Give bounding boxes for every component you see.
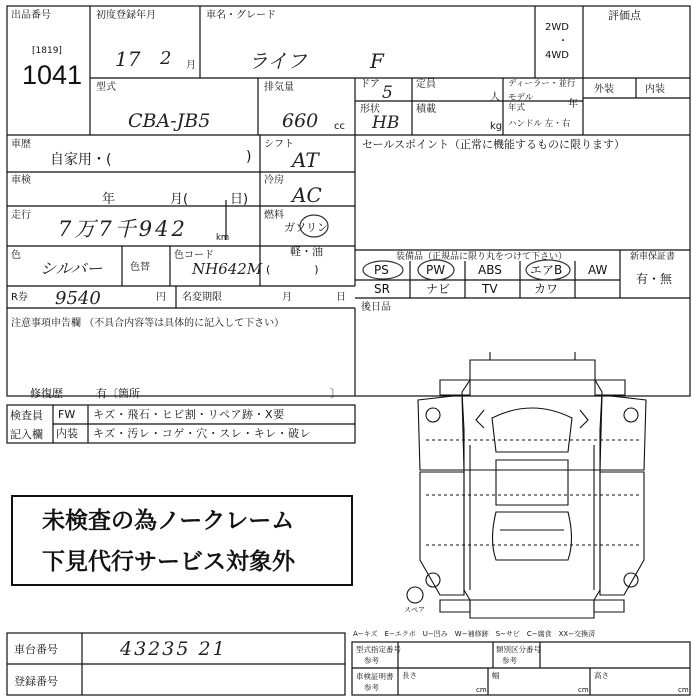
fuel-other: ( ) — [266, 263, 319, 276]
lot-number: 1041 — [22, 60, 83, 90]
cert-width-label: 幅 — [492, 671, 500, 680]
equip-navi: ナビ — [426, 282, 451, 296]
first-reg-month-unit: 月 — [186, 60, 196, 71]
car-name-value: ライフ — [248, 49, 307, 73]
rating-interior-label: 内装 — [645, 84, 665, 95]
equipment-label: 装備品（正規品に限り丸をつけて下さい） — [396, 252, 568, 262]
load-unit: kg — [490, 121, 503, 132]
reg-number-label: 登録番号 — [14, 675, 58, 688]
model-label: 型式 — [96, 82, 116, 93]
history-label: 車歴 — [11, 139, 31, 150]
r-ticket-value: 9540 — [55, 288, 101, 309]
equip-pw: PW — [426, 263, 446, 277]
sales-point-label: セールスポイント（正常に機能するものに限ります） — [362, 138, 626, 151]
name-change-day: 日 — [336, 292, 346, 303]
inspector-fw: FW — [58, 408, 76, 421]
repair-close: 〕 — [330, 387, 341, 400]
lot-label: 出品番号 — [11, 10, 51, 21]
capacity-label: 定員 — [416, 79, 436, 90]
chassis-label: 車台番号 — [14, 643, 58, 656]
equip-sr: SR — [374, 282, 390, 296]
r-ticket-unit: 円 — [156, 292, 166, 303]
repair-label: 修復歴 — [30, 387, 63, 400]
load-label: 積載 — [416, 104, 436, 115]
fuel-label: 燃料 — [264, 210, 284, 221]
cert-model-ref: 参考 — [364, 656, 379, 665]
first-reg-month: 2 — [160, 48, 172, 69]
cert-class-ref: 参考 — [502, 656, 517, 665]
color-label: 色 — [11, 250, 21, 261]
cert-length-label: 長さ — [402, 671, 417, 680]
rating-exterior-label: 外装 — [594, 84, 614, 95]
first-reg-year: 17 — [115, 47, 141, 71]
inspector-label-2: 記入欄 — [10, 428, 43, 441]
notice-line-1: 未検査の為ノークレーム — [42, 508, 295, 534]
inspector-interior: 内装 — [56, 427, 78, 440]
shift-value: AT — [292, 148, 319, 172]
warranty-value: 有・無 — [636, 272, 673, 286]
history-value: 自家用・( — [50, 152, 112, 168]
inspector-interior-text: キズ・汚レ・コゲ・穴・スレ・キレ・破レ — [93, 427, 312, 440]
model-year-label-1: モデル — [508, 93, 534, 103]
cert-model-label: 型式指定番号 — [356, 645, 401, 654]
history-close: ) — [246, 149, 252, 165]
name-change-month: 月 — [282, 292, 292, 303]
inspection-year: 年 — [102, 192, 116, 207]
color-code-value: NH642M — [192, 260, 263, 278]
model-year-label-2: 年式 — [508, 103, 526, 113]
cert-height-unit: cm — [678, 686, 689, 694]
equip-tv: TV — [482, 282, 498, 296]
inspection-label: 車検 — [11, 175, 31, 186]
mileage-unit: km — [216, 233, 230, 243]
color-change-label: 色替 — [130, 262, 150, 273]
body-type-value: HB — [372, 113, 400, 133]
doors-label: ドア — [360, 79, 380, 90]
later-date-label: 後日品 — [361, 302, 391, 313]
r-ticket-label: R券 — [11, 292, 28, 303]
inspector-fw-text: キズ・飛石・ヒビ割・リペア跡・X要 — [93, 408, 285, 421]
color-value: シルバー — [40, 259, 103, 278]
repair-value: 有〔箇所 — [96, 387, 140, 400]
cert-width-unit: cm — [578, 686, 589, 694]
doors-value: 5 — [382, 83, 393, 103]
inspection-day: 日) — [230, 192, 249, 207]
model-value: CBA-JB5 — [128, 110, 211, 132]
color-code-label: 色コード — [174, 250, 214, 261]
cert-inspection-ref: 参考 — [364, 683, 379, 692]
displacement-unit: cc — [334, 121, 345, 132]
equip-leather: カワ — [534, 282, 559, 296]
equip-abs: ABS — [478, 263, 502, 277]
model-year-unit: 年 — [568, 99, 578, 110]
spare-label: スペア — [404, 606, 425, 614]
body-type-label: 形状 — [360, 104, 380, 115]
rating-label: 評価点 — [608, 9, 641, 22]
damage-legend: A−キズ E−エクボ U−凹み W−補修跡 S−サビ C−腐食 XX−交換済 — [353, 630, 596, 638]
dealer-label: ディーラー・並行 — [508, 79, 576, 89]
aircon-value: AC — [292, 183, 322, 207]
displacement-label: 排気量 — [264, 82, 294, 93]
name-change-label: 名変期限 — [182, 292, 222, 303]
equip-aw: AW — [588, 263, 608, 277]
aircon-label: 冷房 — [264, 175, 284, 186]
lot-code: [1819] — [32, 46, 62, 56]
equip-ps: PS — [374, 263, 389, 277]
notes-label: 注意事項申告欄 （不具合内容等は具体的に記入して下さい） — [11, 318, 285, 329]
notice-line-2: 下見代行サービス対象外 — [42, 549, 295, 575]
handle-label: ハンドル 左・右 — [508, 119, 571, 129]
cert-class-label: 類別区分番号 — [496, 645, 541, 654]
shift-label: シフト — [264, 139, 294, 150]
capacity-unit: 人 — [490, 92, 500, 103]
mileage-label: 走行 — [11, 210, 31, 221]
fuel-gasoline: ガソリン — [284, 221, 328, 234]
car-grade-value: F — [370, 49, 384, 73]
fuel-diesel: 軽・油 — [290, 245, 323, 258]
first-reg-label: 初度登録年月 — [96, 10, 156, 21]
cert-length-unit: cm — [476, 686, 487, 694]
cert-inspection-label: 車検証明書 — [356, 672, 394, 681]
displacement-value: 660 — [282, 110, 319, 132]
drive-dot: ・ — [558, 36, 568, 47]
car-diagram — [407, 352, 646, 618]
warranty-label: 新車保証書 — [630, 252, 676, 262]
inspection-month: 月( — [170, 192, 189, 207]
car-name-label: 車名・グレード — [206, 10, 276, 21]
drive-2wd: 2WD — [545, 22, 569, 33]
inspector-label-1: 検査員 — [10, 409, 43, 422]
equip-airbag: エアB — [530, 263, 563, 277]
cert-height-label: 高さ — [594, 671, 609, 680]
mileage-value: 7万7千942 — [58, 217, 188, 241]
chassis-value: 43235 21 — [120, 638, 227, 660]
drive-4wd: 4WD — [545, 50, 569, 61]
